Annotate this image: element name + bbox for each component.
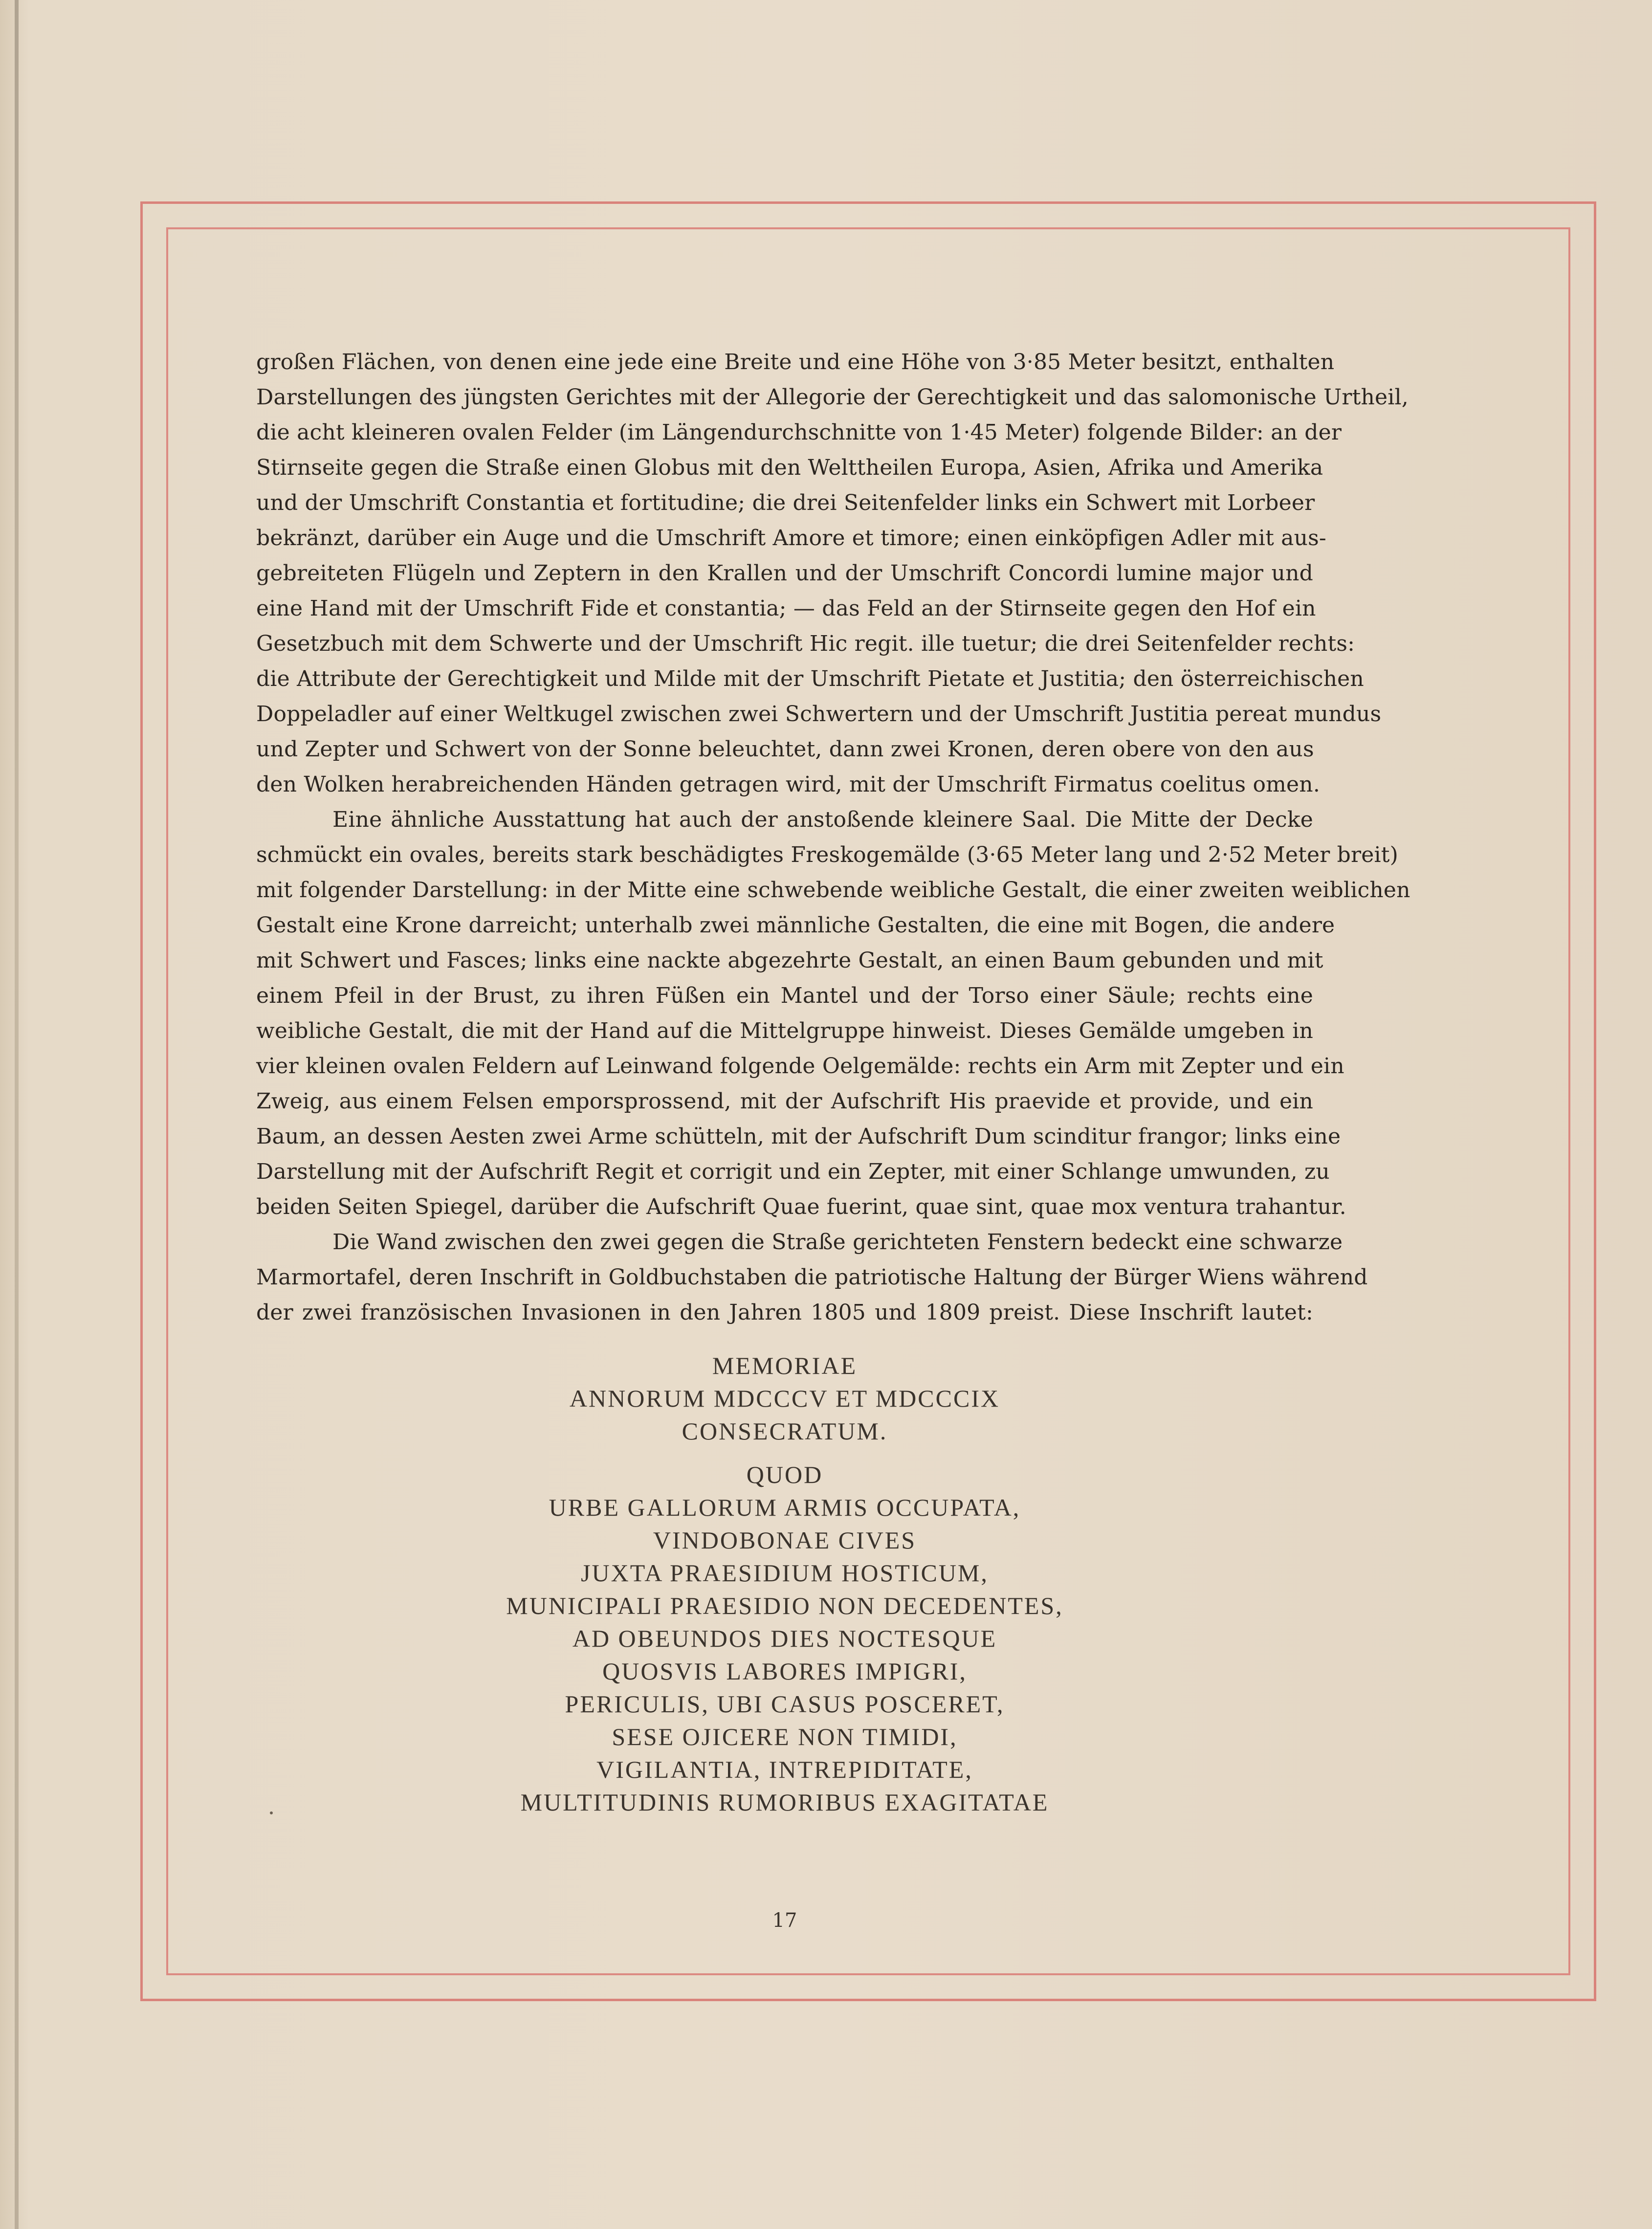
inscription-line: PERICULIS, UBI CASUS POSCERET, [565, 1690, 1005, 1718]
body-line: vier kleinen ovalen Feldern auf Leinwand folgende Oelgemälde: rechts ein Arm mit Zepter und ein [256, 1054, 1344, 1079]
body-line: Baum, an dessen Aesten zwei Arme schütteln, mit der Aufschrift Dum scinditur frangor; links eine [256, 1124, 1341, 1149]
body-line: großen Flächen, von denen eine jede eine Breite und eine Höhe von 3·85 Meter besitzt, enthalten [256, 350, 1335, 375]
paragraph-start-line: Eine ähnliche Ausstattung hat auch der anstoßende kleinere Saal. Die Mitte der Decke [332, 807, 1313, 832]
inscription-line: SESE OJICERE NON TIMIDI, [612, 1723, 958, 1750]
inscription-line: MUNICIPALI PRAESIDIO NON DECEDENTES, [506, 1592, 1063, 1619]
body-line: gebreiteten Flügeln und Zeptern in den Krallen und der Umschrift Concordi lumine major und [256, 561, 1313, 586]
inscription-line: QUOD [746, 1461, 823, 1488]
body-line: eine Hand mit der Umschrift Fide et constantia; — das Feld an der Stirnseite gegen den Hof ein [256, 596, 1316, 621]
inscription-spacer [256, 1448, 1313, 1458]
body-line: bekränzt, darüber ein Auge und die Umschrift Amore et timore; einen einköpfigen Adler mit aus- [256, 526, 1326, 551]
body-line: die acht kleineren ovalen Felder (im Längendurchschnitte von 1·45 Meter) folgende Bilder: an der [256, 420, 1342, 445]
body-line: Zweig, aus einem Felsen emporsprossend, mit der Aufschrift His praevide et provide, und ein [256, 1089, 1313, 1114]
latin-inscription [256, 1349, 1313, 1819]
inscription-line: AD OBEUNDOS DIES NOCTESQUE [572, 1625, 997, 1652]
inscription-line: MULTITUDINIS RUMORIBUS EXAGITATAE [520, 1788, 1049, 1816]
body-line: Darstellung mit der Aufschrift Regit et corrigit und ein Zepter, mit einer Schlange umwunden, zu [256, 1159, 1330, 1184]
body-line: beiden Seiten Spiegel, darüber die Aufschrift Quae fuerint, quae sint, quae mox ventura trahantur. [256, 1194, 1346, 1219]
inscription-line: QUOSVIS LABORES IMPIGRI, [602, 1657, 967, 1685]
body-line: einem Pfeil in der Brust, zu ihren Füßen ein Mantel und der Torso einer Säule; rechts eine [256, 983, 1313, 1008]
inscription-line: JUXTA PRAESIDIUM HOSTICUM, [581, 1559, 989, 1587]
body-line: und Zepter und Schwert von der Sonne beleuchtet, dann zwei Kronen, deren obere von den aus [256, 737, 1314, 762]
body-line: schmückt ein ovales, bereits stark beschädigtes Freskogemälde (3·65 Meter lang und 2·52 Meter breit) [256, 842, 1399, 867]
inscription-line: VINDOBONAE CIVES [653, 1526, 917, 1554]
body-line: Darstellungen des jüngsten Gerichtes mit der Allegorie der Gerechtigkeit und das salomonische Urtheil, [256, 385, 1409, 410]
body-line: Stirnseite gegen die Straße einen Globus mit den Welttheilen Europa, Asien, Afrika und Amerika [256, 455, 1323, 480]
body-line: Marmortafel, deren Inschrift in Goldbuchstaben die patriotische Haltung der Bürger Wiens während [256, 1265, 1368, 1290]
binding-edge [15, 0, 19, 2229]
body-line: den Wolken herabreichenden Händen getragen wird, mit der Umschrift Firmatus coelitus omen. [256, 772, 1321, 797]
body-line: Gestalt eine Krone darreicht; unterhalb zwei männliche Gestalten, die eine mit Bogen, die andere [256, 913, 1335, 938]
body-line: der zwei französischen Invasionen in den Jahren 1805 und 1809 preist. Diese Inschrift lautet: [256, 1300, 1313, 1325]
body-line: Doppeladler auf einer Weltkugel zwischen zwei Schwertern und der Umschrift Justitia pereat mundus [256, 702, 1382, 727]
body-line: die Attribute der Gerechtigkeit und Milde mit der Umschrift Pietate et Justitia; den österreichischen [256, 666, 1364, 691]
inscription-heading-line: ANNORUM MDCCCV ET MDCCCIX [569, 1385, 1000, 1412]
paper-speck [270, 1811, 273, 1814]
body-line: mit Schwert und Fasces; links eine nackte abgezehrte Gestalt, an einen Baum gebunden und mit [256, 948, 1323, 973]
inscription-line: VIGILANTIA, INTREPIDITATE, [596, 1756, 973, 1783]
inscription-line: URBE GALLORUM ARMIS OCCUPATA, [549, 1494, 1021, 1521]
body-line: Gesetzbuch mit dem Schwerte und der Umschrift Hic regit. ille tuetur; die drei Seitenfelder rechts: [256, 631, 1355, 656]
body-line: und der Umschrift Constantia et fortitudine; die drei Seitenfelder links ein Schwert mit Lorbeer [256, 490, 1315, 515]
inscription-heading-line: CONSECRATUM. [682, 1417, 888, 1445]
body-text [256, 345, 1410, 1330]
paragraph-start-line: Die Wand zwischen den zwei gegen die Straße gerichteten Fenstern bedeckt eine schwarze [332, 1230, 1343, 1255]
body-line: weibliche Gestalt, die mit der Hand auf die Mittelgruppe hinweist. Dieses Gemälde umgeben in [256, 1018, 1313, 1043]
page-number: 17 [772, 1909, 797, 1932]
inscription-heading-line: MEMORIAE [712, 1352, 858, 1379]
body-line: mit folgender Darstellung: in der Mitte eine schwebende weibliche Gestalt, die einer zweiten weiblichen [256, 878, 1410, 903]
